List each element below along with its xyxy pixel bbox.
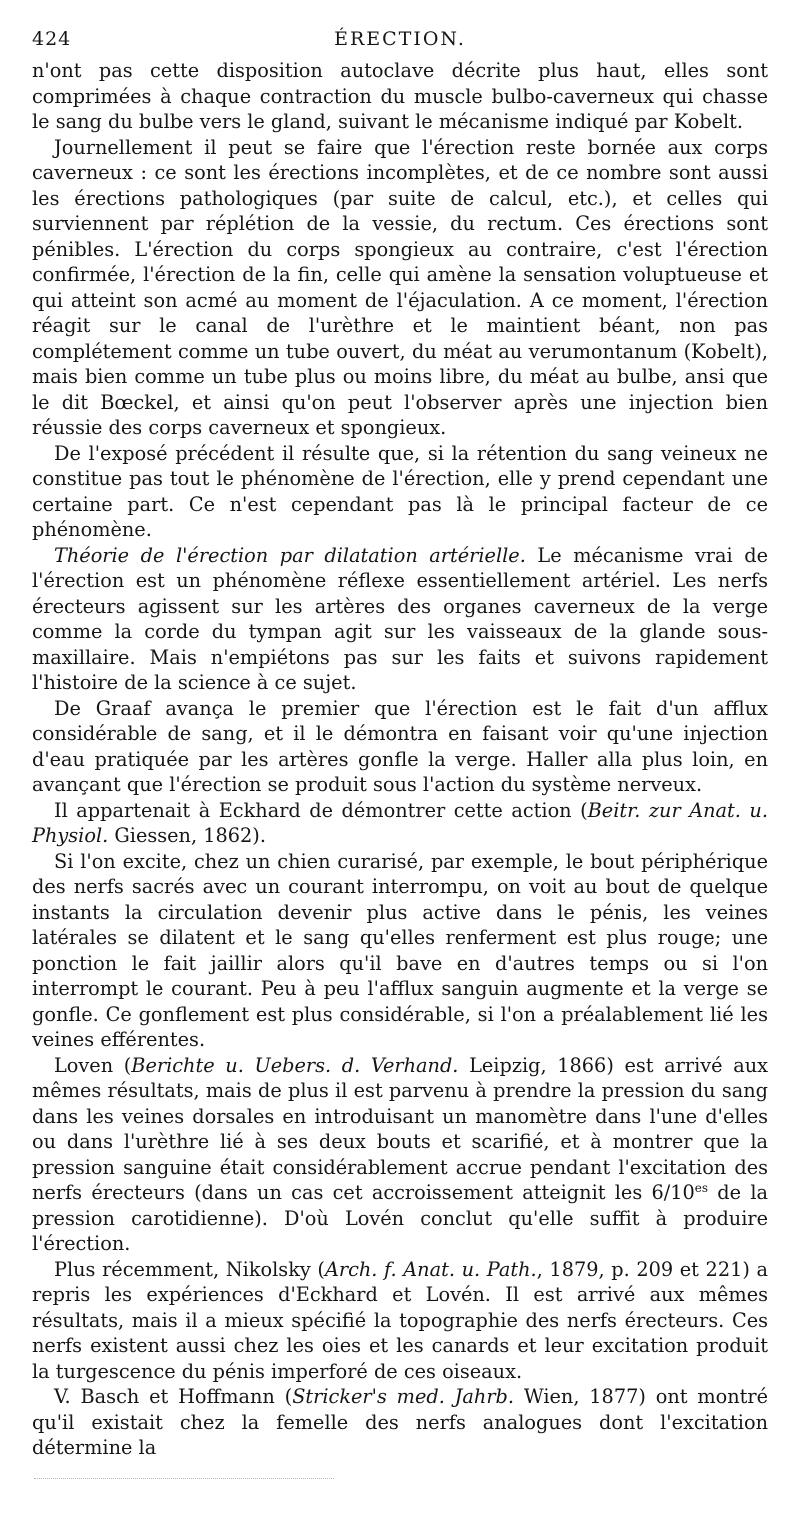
text-run: n'ont pas cette disposition autoclave décrite plus haut, elles sont comprimées à chaque contraction du muscle bulbo-caverneux qui chasse le sang du bulbe vers le gland, suivant le mécanisme indiqué par Kobelt.	[32, 59, 768, 133]
page-number: 424	[32, 28, 72, 50]
text-run: De Graaf avança le premier que l'érection est le fait d'un afflux considérable de sang, et il le démontra en faisant voir qu'une injection d'eau pratiquée par les artères gonfle la verge. Haller alla plus loin, en avançant que l'érection se produit sous l'action du système nerveux.	[32, 696, 768, 796]
page-header	[32, 28, 768, 58]
paragraph	[32, 1384, 768, 1461]
running-title: ÉRECTION.	[334, 28, 466, 50]
paragraph	[32, 441, 768, 543]
text-run: Si l'on excite, chez un chien curarisé, par exemple, le bout périphérique des nerfs sacrés avec un courant interrompu, on voit au bout de quelque instants la circulation devenir plus active dans le pénis, les veines latérales se dilatent et le sang qu'elles renferment est plus rouge; une ponction le fait jaillir alors qu'il bave en d'autres temps ou si l'on interrompt le courant. Peu à peu l'afflux sanguin augmente et la verge se gonfle. Ce gonflement est plus considérable, si l'on a préalablement lié les veines efférentes.	[32, 849, 768, 1051]
text-run: de la pression carotidienne). D'où Lovén conclut qu'elle suffit à produire l'érection.	[32, 1181, 768, 1255]
text-run: Loven (	[54, 1053, 132, 1077]
paragraph	[32, 1053, 768, 1257]
paragraph	[32, 135, 768, 441]
paragraph	[32, 543, 768, 696]
paragraph	[32, 1257, 768, 1385]
italic-citation: Beitr. zur Anat. u. Physiol.	[32, 798, 768, 847]
text-run: De l'exposé précédent il résulte que, si la rétention du sang veineux ne constitue pas tout le phénomène de l'érection, elle y prend cependant une certaine part. Ce n'est cependant pas là le principal facteur de ce phénomène.	[32, 441, 768, 541]
text-run: Plus récemment, Nikolsky (	[54, 1257, 325, 1281]
book-page	[32, 28, 768, 1461]
footer-rule	[34, 1478, 334, 1479]
text-run: , 1879, p. 209 et 221) a repris les expériences d'Eckhard et Lovén. Il est arrivé aux mêmes résultats, mais il a mieux spécifié la topographie des nerfs érecteurs. Ces nerfs existent aussi chez les oies et les canards et leur excitation produit la turgescence du pénis imperforé de ces oiseaux.	[32, 1257, 768, 1383]
italic-citation: Berichte u. Uebers. d. Verhand.	[131, 1053, 459, 1077]
text-run: Journellement il peut se faire que l'érection reste bornée aux corps caverneux : ce sont les érections incomplètes, et de ce nombre sont aussi les érections pathologiques (par suite de calcul, etc.), et celles qui surviennent par réplétion de la vessie, du rectum. Ces érections sont pénibles. L'érection du corps spongieux au contraire, c'est l'érection confirmée, l'érection de la fin, celle qui amène la sensation voluptueuse et qui atteint son acmé au moment de l'éjaculation. A ce moment, l'érection réagit sur le canal de l'urèthre et le maintient béant, non pas complétement comme un tube ouvert, du méat au verumontanum (Kobelt), mais bien comme un tube plus ou moins libre, du méat au bulbe, ansi que le dit Bœckel, et ainsi qu'on peut l'observer après une injection bien réussie des corps caverneux et spongieux.	[32, 135, 768, 439]
text-run: Leipzig, 1866) est arrivé aux mêmes résultats, mais de plus il est parvenu à prendre la pression du sang dans les veines dorsales en introduisant un manomètre dans l'une d'elles ou dans l'urèthre lié à ses deux bouts et scarifié, et à montrer que la pression sanguine était considérablement accrue pendant l'excitation des nerfs érecteurs (dans un cas cet accroissement atteignit les 6/10	[32, 1053, 768, 1204]
text-run: Wien, 1877) ont montré qu'il existait chez la femelle des nerfs analogues dont l'excitation détermine la	[32, 1385, 768, 1459]
text-run: V. Basch et Hoffmann (	[54, 1385, 293, 1408]
italic-citation: Théorie de l'érection par dilatation artérielle.	[54, 543, 526, 567]
text-run: Il appartenait à Eckhard de démontrer cette action (	[54, 798, 588, 822]
superscript: es	[694, 1181, 709, 1195]
italic-citation: Stricker's med. Jahrb.	[292, 1385, 515, 1408]
paragraph	[32, 849, 768, 1053]
text-run: Le mécanisme vrai de l'érection est un phénomène réflexe essentiellement artériel. Les nerfs érecteurs agissent sur les artères des organes caverneux de la verge comme la corde du tympan agit sur les vaisseaux de la glande sous-maxillaire. Mais n'empiétons pas sur les faits et suivons rapidement l'histoire de la science à ce sujet.	[32, 543, 769, 694]
paragraph	[32, 696, 768, 798]
body-text	[32, 58, 768, 1461]
paragraph	[32, 58, 768, 135]
paragraph	[32, 798, 768, 849]
text-run: Giessen, 1862).	[108, 824, 266, 847]
italic-citation: Arch. f. Anat. u. Path.	[324, 1257, 537, 1281]
